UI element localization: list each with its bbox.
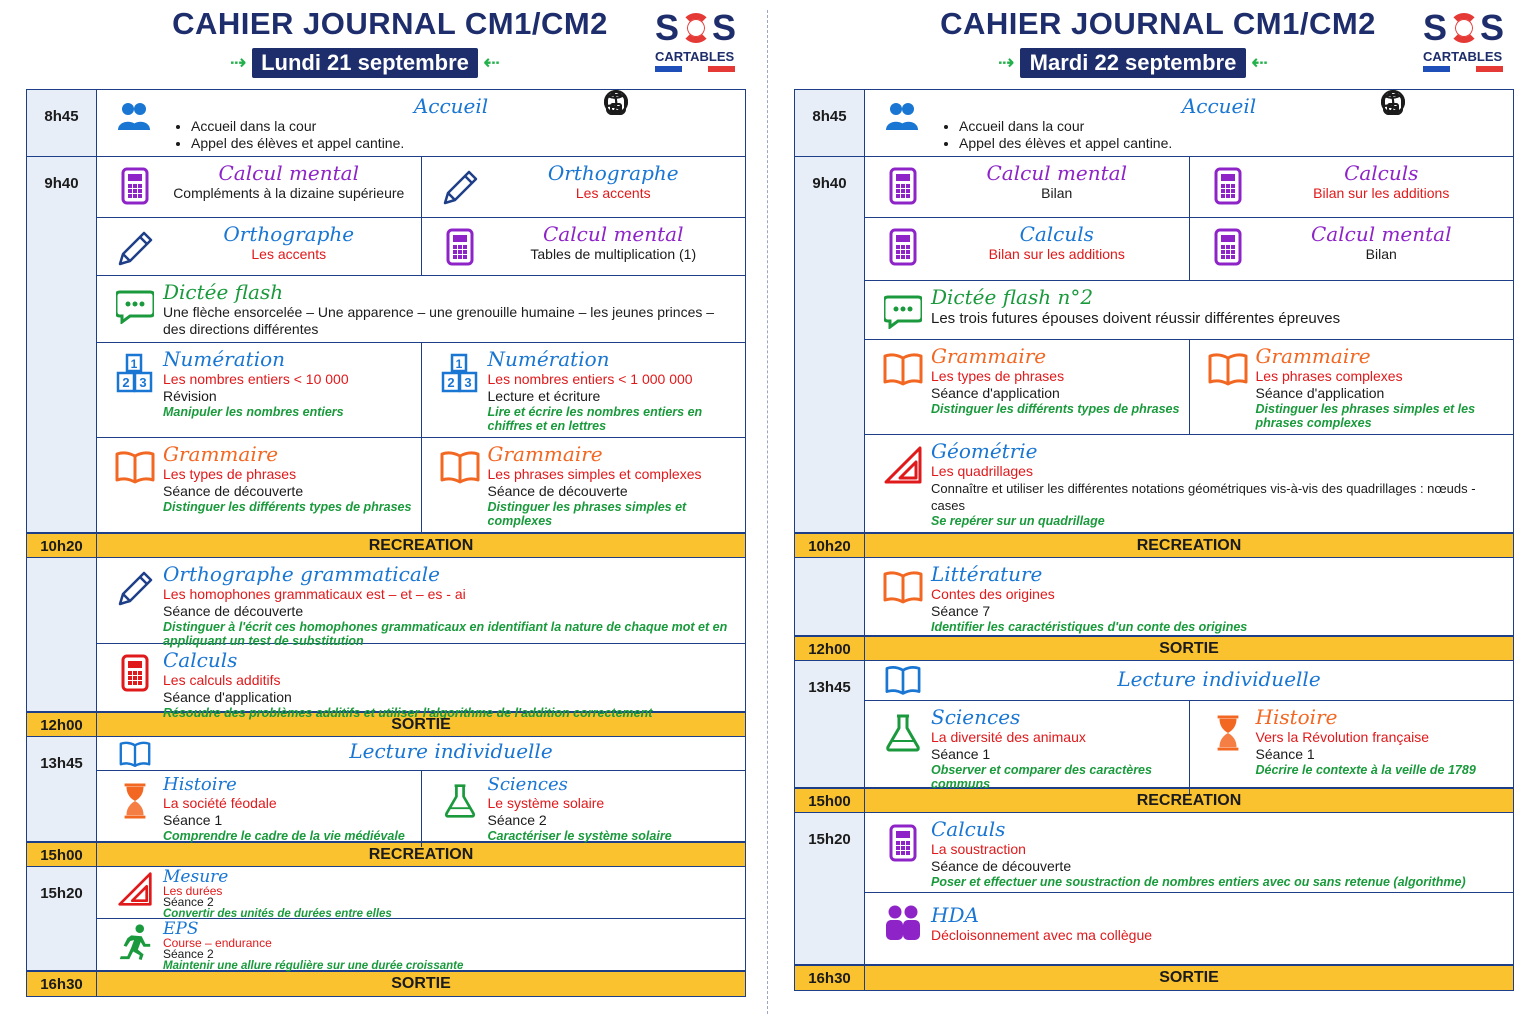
subject-title: Grammaire <box>931 344 1047 368</box>
lesson-topic: Les phrases complexes <box>1255 368 1403 384</box>
book-icon <box>875 344 931 388</box>
lesson-objective: Convertir des unités de durées entre elles <box>163 908 392 920</box>
list-item: • Appel des élèves et appel cantine. <box>959 135 1507 152</box>
calculator-icon <box>107 161 163 205</box>
lesson-session: Séance 1 <box>931 746 991 762</box>
book-icon <box>432 442 488 486</box>
time-label: 15h00 <box>27 843 97 866</box>
subject-title: Littérature <box>931 562 1043 586</box>
flask-icon <box>875 705 931 755</box>
subject-title: Grammaire <box>1255 344 1371 368</box>
lesson-topic: Course – endurance <box>163 936 272 950</box>
subject-title: Numération <box>487 347 610 371</box>
band-label: RECREATION <box>368 846 474 863</box>
recreation-band <box>27 533 745 558</box>
arrow-right-icon: ⇢ <box>230 52 247 74</box>
subject-title: Sciences <box>487 774 568 795</box>
subject-title: Dictée flash n°2 <box>931 284 1094 309</box>
lesson-session: Séance de découverte <box>163 603 304 619</box>
lesson-objective: Lire et écrire les nombres entiers en chiffres et en lettres <box>487 405 703 433</box>
calculator-icon <box>1200 222 1256 266</box>
date-label: Lundi 21 septembre <box>252 48 478 78</box>
schedule-table <box>26 89 746 997</box>
people-icon <box>107 94 163 136</box>
hourglass-icon <box>107 775 163 821</box>
subject-title: Calculs <box>1344 161 1419 185</box>
subject-title: Accueil <box>413 94 489 118</box>
band-label: RECREATION <box>1136 537 1242 554</box>
subject-title: Calculs <box>163 648 238 672</box>
lesson-topic: Les nombres entiers < 10 000 <box>163 371 349 387</box>
slot-late-afternoon <box>795 813 1513 965</box>
time-label: 8h45 <box>27 90 97 156</box>
set-square-icon <box>875 439 931 485</box>
lesson-objective: Identifier les caractéristiques d'un conte des origines <box>931 620 1248 634</box>
sos-cartables-logo: S S CARTABLES <box>1423 8 1513 78</box>
slot-afternoon <box>27 737 745 842</box>
lesson-detail: Bilan <box>1365 246 1397 263</box>
band-label: SORTIE <box>391 716 451 733</box>
lesson-session: Séance 2 <box>163 895 214 909</box>
number-blocks-icon <box>432 347 488 393</box>
list-item: • Appel des élèves et appel cantine. <box>191 135 739 152</box>
book-icon <box>107 442 163 486</box>
speech-bubble-icon <box>875 285 931 329</box>
backpack-icon <box>602 88 630 116</box>
date-label: Mardi 22 septembre <box>1020 48 1246 78</box>
lesson-topic: Les phrases simples et complexes <box>487 466 702 482</box>
subject-title: Grammaire <box>163 442 279 466</box>
band-label: SORTIE <box>1159 640 1219 657</box>
subject-title: Calcul mental <box>218 161 359 185</box>
time-label: 13h45 <box>795 661 865 787</box>
lesson-objective: Comprendre le cadre de la vie médiévale <box>163 829 405 843</box>
subject-title: Mesure <box>163 867 229 887</box>
time-label: 10h20 <box>795 534 865 557</box>
pencil-icon <box>107 562 163 606</box>
pencil-icon <box>107 222 163 266</box>
date-banner <box>998 48 1298 78</box>
page-title: CAHIER JOURNAL CM1/CM2 <box>940 6 1376 41</box>
recreation-band <box>795 788 1513 813</box>
day-page-tuesday <box>768 0 1536 1024</box>
arrow-right-icon: ⇢ <box>998 52 1015 74</box>
calculator-icon <box>1200 161 1256 205</box>
band-label: RECREATION <box>1136 792 1242 809</box>
lesson-objective: Distinguer à l'écrit ces homophones grammaticaux en identifiant la nature de chaque mot et en appliquant un test de substitution <box>163 620 728 648</box>
lesson-detail: Connaître et utiliser les différentes notations géométriques vis-à-vis des quadrillages : nœuds - cases <box>931 481 1476 513</box>
speech-bubble-icon <box>107 280 163 324</box>
calculator-icon <box>107 648 163 692</box>
lesson-session: Lecture et écriture <box>487 388 601 404</box>
lesson-session: Séance d'application <box>163 689 292 705</box>
time-label: 9h40 <box>27 157 97 532</box>
lesson-objective: Observer et comparer des caractères communs <box>931 763 1152 791</box>
lesson-topic: Les calculs additifs <box>163 672 281 688</box>
pencil-icon <box>432 161 488 205</box>
subject-title: Grammaire <box>487 442 603 466</box>
lesson-topic: Décloisonnement avec ma collègue <box>931 927 1153 943</box>
time-label: 12h00 <box>27 713 97 736</box>
subject-title: EPS <box>163 919 199 939</box>
lesson-objective: Décrire le contexte à la veille de 1789 <box>1255 763 1476 777</box>
lesson-topic: Bilan sur les additions <box>1313 185 1450 201</box>
slot-accueil <box>27 90 745 157</box>
band-label: SORTIE <box>1159 969 1219 986</box>
arrow-left-icon: ⇠ <box>483 52 500 74</box>
lifebuoy-icon <box>681 13 711 43</box>
lesson-session: Séance d'application <box>1255 385 1385 401</box>
subject-title: Orthographe <box>223 222 355 247</box>
lesson-session: Séance de découverte <box>163 483 304 499</box>
page-title: CAHIER JOURNAL CM1/CM2 <box>172 6 608 41</box>
lesson-topic: Les nombres entiers < 1 000 000 <box>487 371 693 387</box>
band-label: RECREATION <box>368 537 474 554</box>
lesson-objective: Caractériser le système solaire <box>487 829 672 843</box>
subject-title: Lecture individuelle <box>1117 667 1321 691</box>
subject-title: Orthographe grammaticale <box>163 562 441 586</box>
lesson-objective: Maintenir une allure régulière sur une durée croissante <box>163 960 464 972</box>
time-label: 15h20 <box>795 813 865 964</box>
lesson-session: Séance 2 <box>487 812 547 828</box>
recreation-band <box>795 533 1513 558</box>
lesson-session: Séance de découverte <box>931 858 1072 874</box>
schedule-table <box>794 89 1514 991</box>
calculator-icon <box>875 161 931 205</box>
lesson-objective: Poser et effectuer une soustraction de nombres entiers avec ou sans retenue (algorithme) <box>931 875 1466 889</box>
date-banner <box>230 48 530 78</box>
lesson-topic: La soustraction <box>931 841 1026 857</box>
time-label: 9h40 <box>795 157 865 532</box>
lesson-objective: Résoudre des problèmes additifs et utiliser l'algorithme de l'addition correctement <box>163 706 653 720</box>
subject-title: Calculs <box>931 817 1006 841</box>
lesson-topic: Les types de phrases <box>931 368 1065 384</box>
slot-afternoon <box>795 661 1513 791</box>
slot-late-afternoon <box>27 867 745 971</box>
slot-morning <box>27 157 745 533</box>
time-label: 10h20 <box>27 534 97 557</box>
lesson-objective: Distinguer les phrases simples et les phrases complexes <box>1255 402 1476 430</box>
lesson-topic: La société féodale <box>163 795 277 811</box>
lesson-topic: Les homophones grammaticaux est – et – es - ai <box>163 586 466 602</box>
number-blocks-icon <box>107 347 163 393</box>
arrow-left-icon: ⇠ <box>1251 52 1268 74</box>
lesson-objective: Distinguer les différents types de phrases <box>163 500 412 514</box>
calculator-icon <box>432 222 488 266</box>
lesson-session: Séance de découverte <box>487 483 628 499</box>
sortie-band <box>27 712 745 737</box>
sortie-band <box>795 636 1513 661</box>
time-label: 16h30 <box>27 972 97 996</box>
subject-title: HDA <box>931 903 979 927</box>
lesson-topic: Le système solaire <box>487 795 605 811</box>
book-icon <box>107 739 163 769</box>
subject-title: Histoire <box>1255 705 1338 729</box>
lesson-session: Séance 1 <box>163 812 223 828</box>
calculator-icon <box>875 817 931 863</box>
lesson-objective: Manipuler les nombres entiers <box>163 405 344 419</box>
flag-icon <box>655 66 735 72</box>
sos-cartables-logo: S S CARTABLES <box>655 8 745 78</box>
slot-late-morning <box>27 558 745 720</box>
list-item: • Accueil dans la cour <box>959 118 1507 135</box>
accueil-list <box>931 118 1507 152</box>
lesson-session: Séance 2 <box>163 947 214 961</box>
lesson-objective: Distinguer les différents types de phrases <box>931 402 1180 416</box>
book-icon <box>875 562 931 606</box>
book-icon <box>875 663 931 697</box>
lesson-topic: Les types de phrases <box>163 466 297 482</box>
subject-title: Dictée flash <box>163 280 284 304</box>
time-label: 15h00 <box>795 789 865 812</box>
lesson-objective: Se repérer sur un quadrillage <box>931 514 1105 528</box>
lesson-topic: Les accents <box>575 185 651 201</box>
time-label: 13h45 <box>27 737 97 841</box>
subject-title: Numération <box>163 347 286 371</box>
lesson-topic: Les durées <box>163 884 223 898</box>
subject-title: Orthographe <box>547 161 679 185</box>
runner-icon <box>107 921 163 961</box>
subject-title: Calcul mental <box>986 161 1127 185</box>
slot-morning <box>795 157 1513 533</box>
accueil-list <box>163 118 739 152</box>
flag-icon <box>1423 66 1503 72</box>
lesson-topic: Vers la Révolution française <box>1255 729 1430 745</box>
lesson-topic: Les quadrillages <box>931 463 1033 479</box>
lesson-session: Séance 7 <box>931 603 991 619</box>
lesson-session: Séance 1 <box>1255 746 1315 762</box>
subject-title: Lecture individuelle <box>349 739 553 763</box>
set-square-icon <box>107 869 163 907</box>
flask-icon <box>432 775 488 821</box>
subject-title: Calcul mental <box>1311 222 1452 247</box>
lesson-detail: Compléments à la dizaine supérieure <box>173 185 405 201</box>
recreation-band <box>27 842 745 867</box>
lesson-objective: Distinguer les phrases simples et complexes <box>487 500 687 528</box>
lesson-topic: Contes des origines <box>931 586 1055 602</box>
subject-title: Accueil <box>1181 94 1257 118</box>
lesson-topic: Bilan sur les additions <box>988 246 1125 263</box>
hourglass-icon <box>1200 705 1256 755</box>
sortie-band <box>27 971 745 996</box>
time-label: 12h00 <box>795 637 865 660</box>
backpack-icon <box>1379 88 1407 116</box>
list-item: • Accueil dans la cour <box>191 118 739 135</box>
sortie-band <box>795 965 1513 990</box>
subject-title: Calculs <box>1019 222 1094 247</box>
subject-title: Histoire <box>163 774 237 795</box>
subject-title: Géométrie <box>931 439 1038 463</box>
people-icon <box>875 94 931 136</box>
calculator-icon <box>875 222 931 266</box>
band-label: SORTIE <box>391 975 451 992</box>
time-label: 15h20 <box>27 867 97 970</box>
dictation-text: Les trois futures épouses doivent réussir différentes épreuves <box>931 309 1341 327</box>
lesson-detail: Tables de multiplication (1) <box>530 246 697 263</box>
subject-title: Calcul mental <box>543 222 684 247</box>
dictation-text: Une flèche ensorcelée – Une apparence – une grenouille humaine – les jeunes princes – des directions différentes <box>163 304 715 337</box>
time-label: 16h30 <box>795 966 865 990</box>
subject-title: Sciences <box>931 705 1021 729</box>
slot-late-morning <box>795 558 1513 636</box>
lesson-detail: Bilan <box>1041 185 1073 201</box>
lifebuoy-icon <box>1449 13 1479 43</box>
lesson-session: Séance d'application <box>931 385 1060 401</box>
lesson-topic: Les accents <box>251 246 327 263</box>
time-label: 8h45 <box>795 90 865 156</box>
lesson-session: Révision <box>163 388 217 404</box>
group-icon <box>875 897 931 943</box>
book-icon <box>1200 344 1256 388</box>
lesson-topic: La diversité des animaux <box>931 729 1086 745</box>
